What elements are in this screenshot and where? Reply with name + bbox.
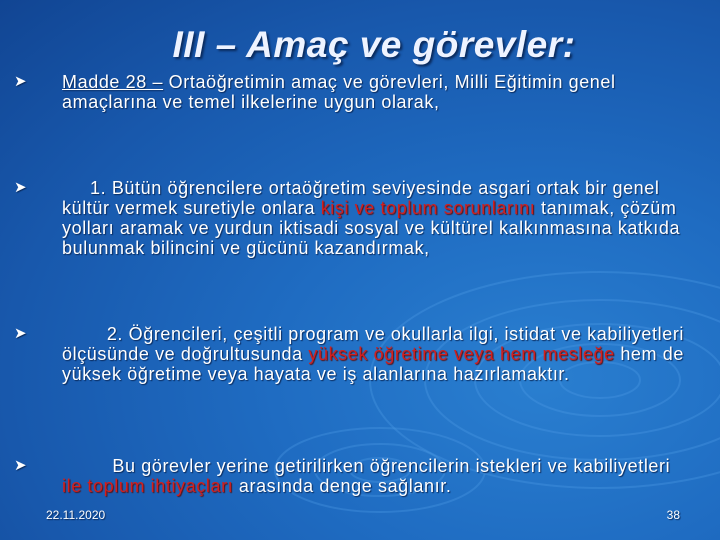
bullet-body: 1. Bütün öğrencilere ortaöğretim seviyesinde asgari ortak bir genel kültür vermek suretiyle onlara	[62, 178, 666, 218]
highlight-text: yüksek öğretime veya hem mesleğe	[308, 344, 615, 364]
arrow-bullet-icon: ➤	[14, 325, 28, 342]
arrow-bullet-icon: ➤	[14, 73, 28, 90]
madde-label: Madde 28 –	[62, 72, 164, 92]
bullet-text	[62, 72, 692, 112]
bullet-body: 2. Öğrencileri, çeşitli program ve okullarla ilgi, istidat ve kabiliyetleri ölçüsünde ve doğrultusunda	[62, 324, 690, 364]
bullet-body: tanımak, çözüm yolları aramak ve yurdun iktisadi sosyal ve kültürel kalkınmasına katkıda bulunmak bilincini ve gücünü kazandırmak,	[62, 198, 681, 258]
arrow-bullet-icon: ➤	[14, 457, 28, 474]
highlight-text: kişi ve toplum sorunlarını	[320, 198, 536, 218]
arrow-bullet-icon: ➤	[14, 179, 28, 196]
slide-title: III – Amaç ve görevler:	[172, 24, 576, 65]
bullet-text	[62, 178, 692, 258]
bullet-body: Bu görevler yerine getirilirken öğrencilerin istekleri ve kabiliyetleri	[62, 456, 676, 476]
bullet-body: arasında denge sağlanır.	[233, 476, 452, 496]
footer-date: 22.11.2020	[46, 508, 106, 522]
bullet-text	[62, 456, 692, 496]
bullet-body: hem de yüksek öğretime veya hayata ve iş alanlarına hazırlamaktır.	[62, 344, 684, 384]
bullet-text	[62, 324, 692, 384]
bullet-body: Ortaöğretimin amaç ve görevleri, Milli Eğitimin genel amaçlarına ve temel ilkelerine uygun olarak,	[62, 72, 616, 112]
highlight-text: ile toplum ihtiyaçları	[62, 476, 234, 496]
footer-page-number: 38	[666, 508, 680, 522]
